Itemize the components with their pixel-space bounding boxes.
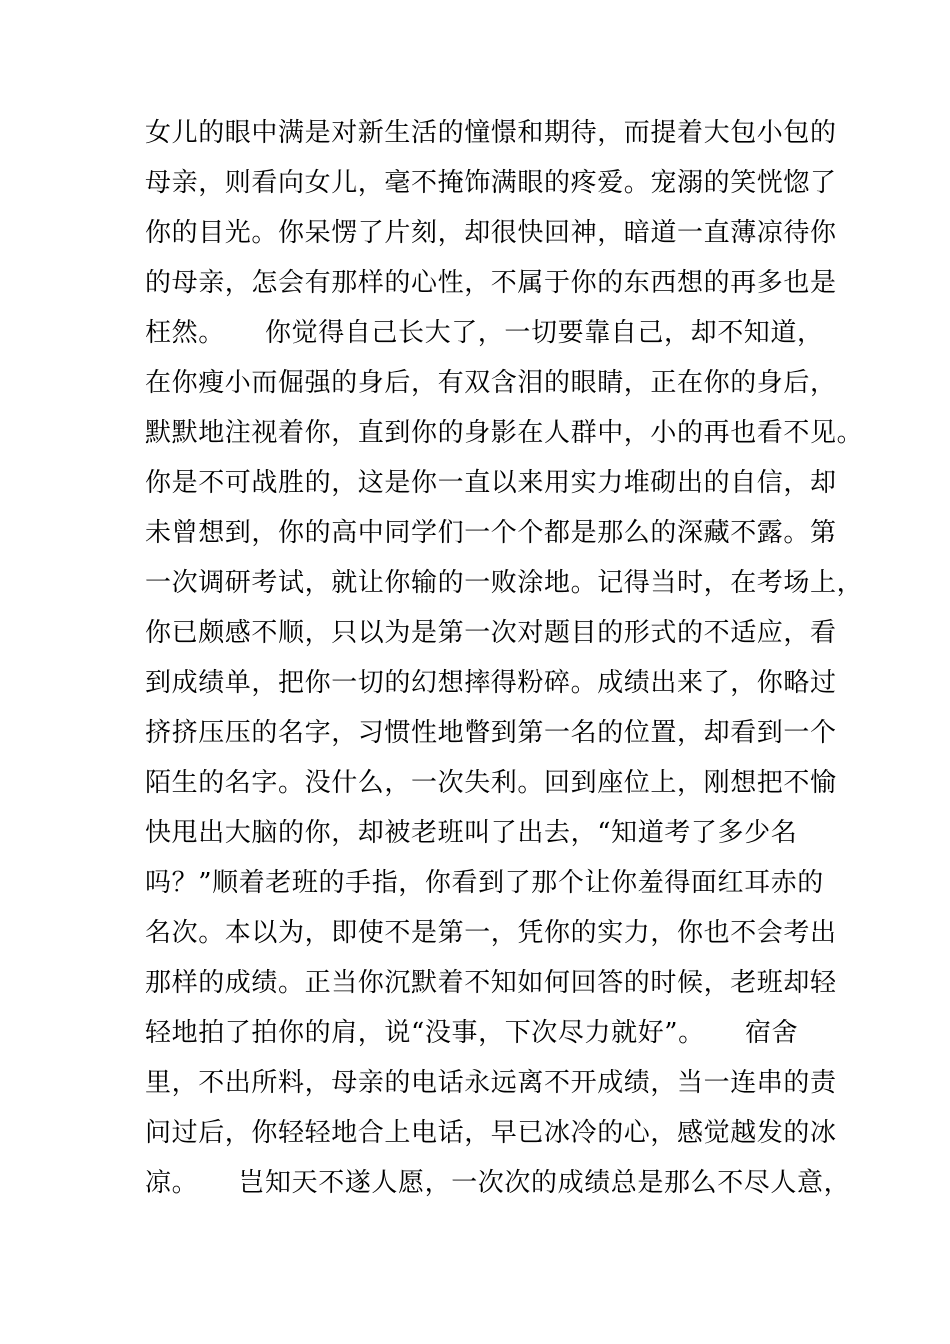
text-line: 问过后，你轻轻地合上电话，早已冰冷的心，感觉越发的冰 — [145, 1118, 837, 1148]
body-text — [145, 108, 864, 1208]
text-line: 默默地注视着你，直到你的身影在人群中，小的再也看不见。 — [145, 418, 864, 448]
text-line: 的母亲，怎会有那样的心性，不属于你的东西想的再多也是 — [145, 268, 837, 298]
text-line: 你是不可战胜的，这是你一直以来用实力堆砌出的自信，却 — [145, 468, 837, 498]
text-line: 母亲，则看向女儿，毫不掩饰满眼的疼爱。宠溺的笑恍惚了 — [145, 168, 837, 198]
text-line: 吗？”顺着老班的手指，你看到了那个让你羞得面红耳赤的 — [145, 868, 824, 898]
text-line: 枉然。 你觉得自己长大了，一切要靠自己，却不知道， — [145, 318, 824, 348]
text-line: 那样的成绩。正当你沉默着不知如何回答的时候，老班却轻 — [145, 968, 837, 998]
text-line: 挤挤压压的名字，习惯性地瞥到第一名的位置，却看到一个 — [145, 718, 837, 748]
text-line: 你已颇感不顺，只以为是第一次对题目的形式的不适应，看 — [145, 618, 837, 648]
text-line: 到成绩单，把你一切的幻想摔得粉碎。成绩出来了，你略过 — [145, 668, 837, 698]
text-line: 女儿的眼中满是对新生活的憧憬和期待，而提着大包小包的 — [145, 118, 837, 148]
text-line: 在你瘦小而倔强的身后，有双含泪的眼睛，正在你的身后， — [145, 368, 837, 398]
text-line: 你的目光。你呆愣了片刻，却很快回神，暗道一直薄凉待你 — [145, 218, 837, 248]
text-line: 一次调研考试，就让你输的一败涂地。记得当时，在考场上， — [145, 568, 864, 598]
text-line: 轻地拍了拍你的肩，说“没事，下次尽力就好”。 宿舍 — [145, 1018, 799, 1048]
text-line: 凉。 岂知天不遂人愿，一次次的成绩总是那么不尽人意， — [145, 1168, 851, 1198]
text-line: 未曾想到，你的高中同学们一个个都是那么的深藏不露。第 — [145, 518, 837, 548]
text-line: 里，不出所料，母亲的电话永远离不开成绩，当一连串的责 — [145, 1068, 837, 1098]
text-line: 快甩出大脑的你，却被老班叫了出去，“知道考了多少名 — [145, 818, 798, 848]
text-line: 陌生的名字。没什么，一次失利。回到座位上，刚想把不愉 — [145, 768, 837, 798]
text-line: 名次。本以为，即使不是第一，凭你的实力，你也不会考出 — [145, 918, 837, 948]
